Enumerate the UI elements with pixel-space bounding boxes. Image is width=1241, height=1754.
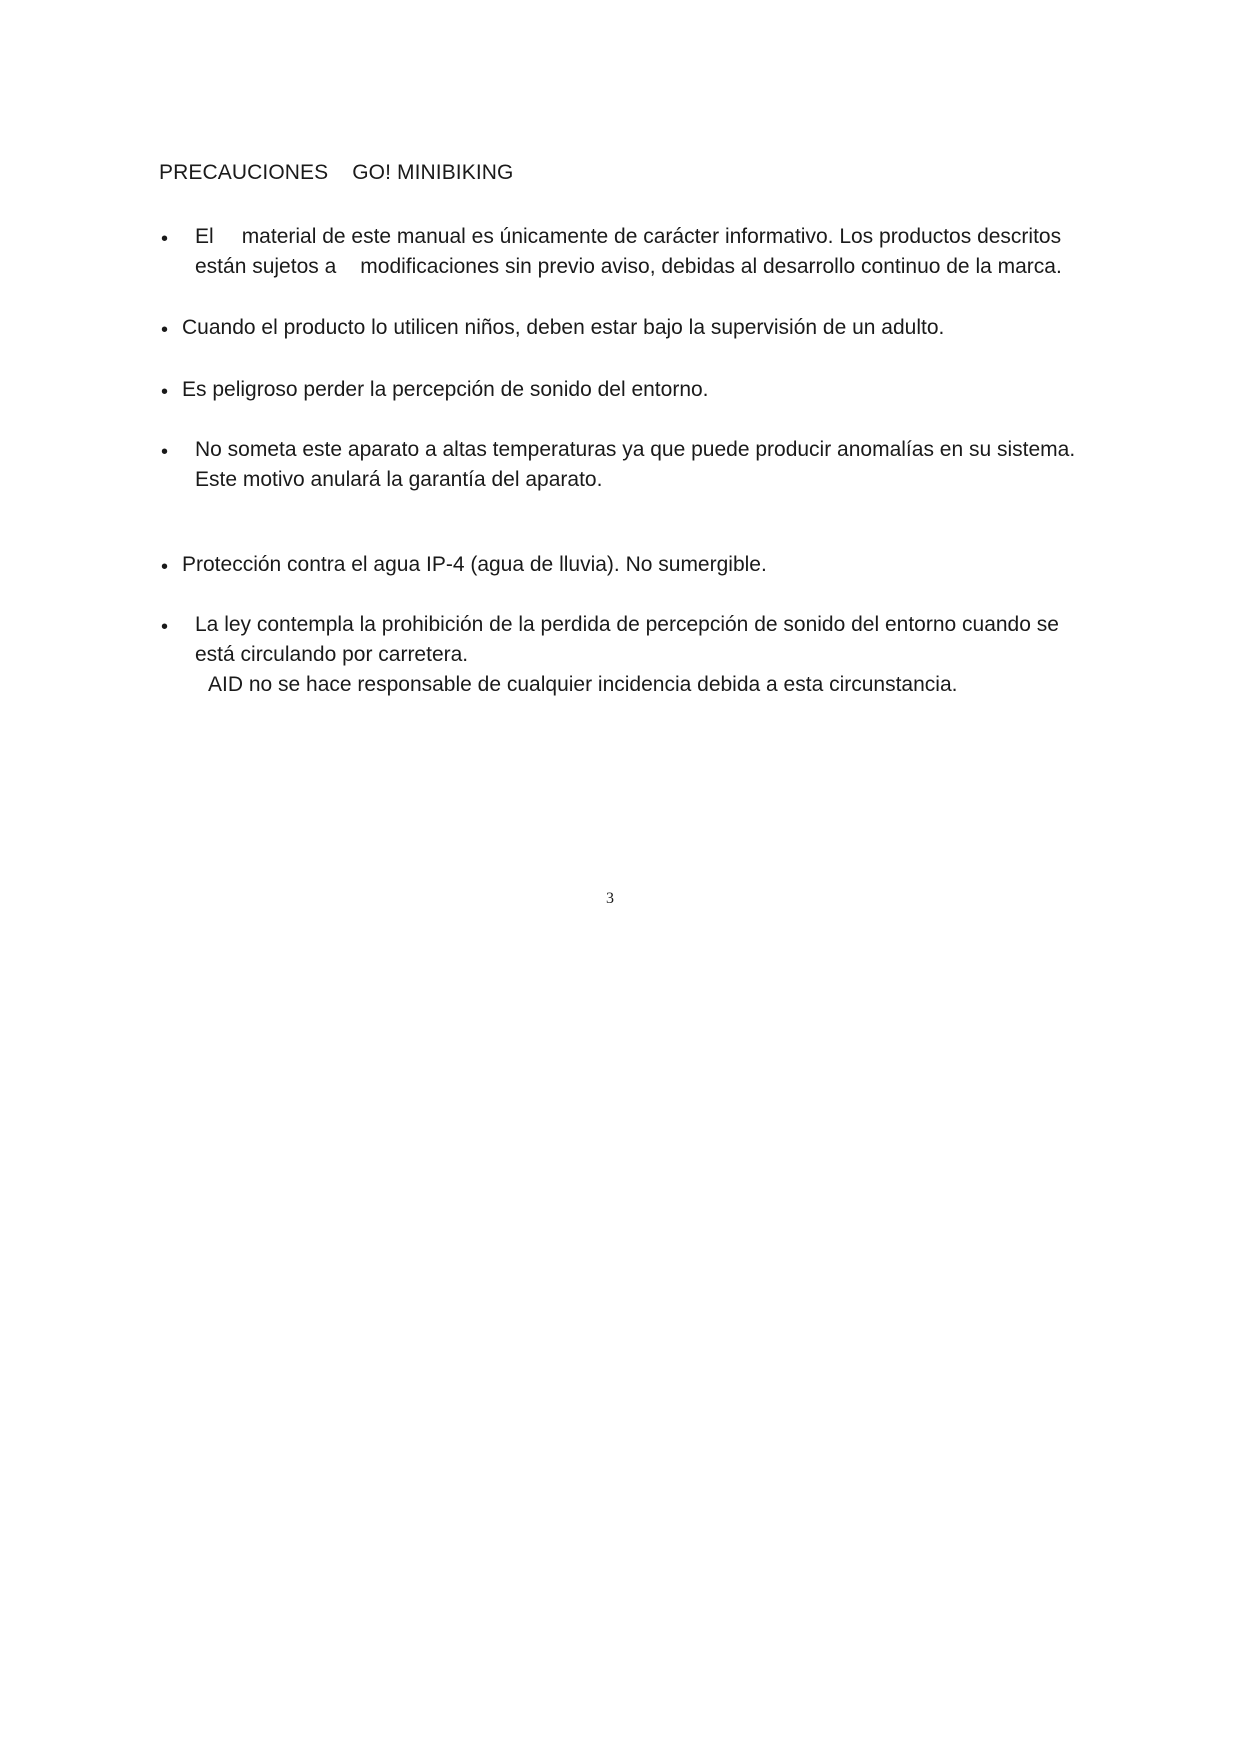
list-item-1-word-el: El bbox=[195, 225, 214, 248]
list-item-6 bbox=[195, 610, 1059, 700]
bullet-4: • bbox=[161, 441, 169, 463]
bullet-6: • bbox=[161, 616, 169, 638]
bullet-1: • bbox=[161, 228, 169, 250]
list-item-3 bbox=[182, 375, 709, 405]
bullet-3: • bbox=[161, 381, 169, 403]
list-item-1-line-2 bbox=[195, 252, 1062, 282]
list-item-2-line-1: Cuando el producto lo utilicen niños, deben estar bajo la supervisión de un adulto. bbox=[182, 316, 945, 339]
list-item-1-text-b: están sujetos a bbox=[195, 255, 337, 278]
list-item-1-line-1 bbox=[195, 222, 1062, 252]
list-item-4-line-1: No someta este aparato a altas temperaturas ya que puede producir anomalías en su sistema. bbox=[195, 438, 1076, 461]
list-item-6-line-2: está circulando por carretera. bbox=[195, 643, 469, 666]
list-item-1-text-c: modificaciones sin previo aviso, debidas al desarrollo continuo de la marca. bbox=[360, 255, 1062, 278]
list-item-6-line-3: AID no se hace responsable de cualquier incidencia debida a esta circunstancia. bbox=[208, 673, 958, 696]
list-item-5 bbox=[182, 550, 767, 580]
list-item-4 bbox=[195, 435, 1075, 495]
page-number: 3 bbox=[606, 890, 614, 907]
list-item-5-line-1: Protección contra el agua IP-4 (agua de lluvia). No sumergible. bbox=[182, 553, 767, 576]
title-product-name: GO! MINIBIKING bbox=[352, 161, 514, 184]
list-item-2 bbox=[182, 313, 944, 343]
title-precauciones: PRECAUCIONES bbox=[159, 161, 329, 184]
list-item-1 bbox=[195, 222, 1062, 282]
bullet-2: • bbox=[161, 319, 169, 341]
page-title bbox=[159, 161, 513, 185]
bullet-5: • bbox=[161, 556, 169, 578]
list-item-4-line-2: Este motivo anulará la garantía del aparato. bbox=[195, 468, 603, 491]
list-item-6-line-1: La ley contempla la prohibición de la perdida de percepción de sonido del entorno cuando se bbox=[195, 613, 1059, 636]
list-item-1-text-a: material de este manual es únicamente de carácter informativo. Los productos descritos bbox=[241, 225, 1062, 248]
list-item-3-line-1: Es peligroso perder la percepción de sonido del entorno. bbox=[182, 378, 709, 401]
